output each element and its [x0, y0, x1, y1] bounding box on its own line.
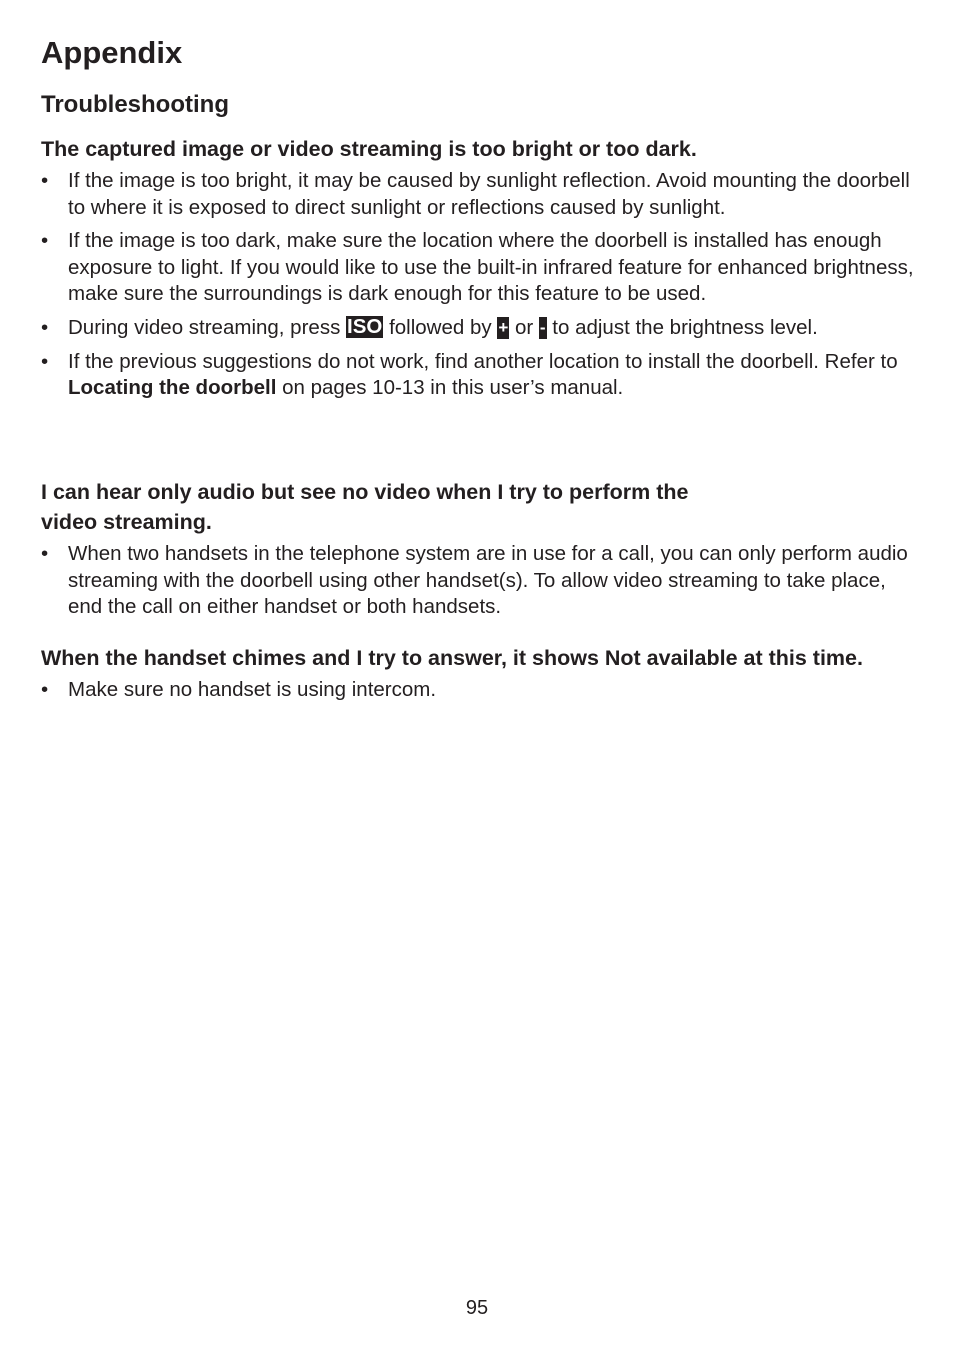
- list-item: [41, 349, 921, 402]
- plus-key-icon: +: [498, 317, 509, 337]
- bullet-text: Make sure no handset is using intercom.: [68, 678, 437, 701]
- bullet-list: [41, 677, 921, 704]
- section-title: Troubleshooting: [41, 91, 229, 118]
- bullet-text: followed by: [389, 315, 492, 339]
- list-item: [41, 677, 921, 704]
- bullet-icon: •: [41, 542, 49, 565]
- bullet-icon: •: [41, 678, 49, 701]
- issue-heading: [41, 477, 921, 537]
- cross-reference-bold: Locating the doorbell: [68, 376, 277, 400]
- bullet-text: If the image is too dark, make sure the location where the doorbell is installed has enough exposure to light. If you would like to use the built-in infrared feature for enhanced brightness, make sure the surroundings is dark enough for this feature to be used.: [68, 229, 914, 306]
- list-item: [41, 315, 921, 342]
- bullet-text: on pages 10-13 in this user’s manual.: [282, 376, 624, 400]
- bullet-text: to adjust the brightness level.: [552, 315, 818, 339]
- bullet-icon: •: [41, 349, 49, 373]
- issue-heading: The captured image or video streaming is too bright or too dark.: [41, 137, 697, 161]
- bullet-list: [41, 541, 921, 621]
- bullet-text: If the image is too bright, it may be caused by sunlight reflection. Avoid mounting the doorbell to where it is exposed to direct sunlight or reflections caused by sunlight.: [68, 169, 910, 219]
- bullet-text: When two handsets in the telephone system are in use for a call, you can only perform audio streaming with the doorbell using other handset(s). To allow video streaming to take place, end the call on either handset or both handsets.: [68, 542, 908, 619]
- list-item: [41, 541, 921, 621]
- bullet-icon: •: [41, 169, 49, 192]
- minus-key-icon: -: [539, 317, 546, 337]
- bullet-list: [41, 168, 921, 402]
- issue-brightness: [41, 134, 921, 409]
- bullet-text: If the previous suggestions do not work, find another location to install the doorbell. Refer to: [68, 349, 898, 373]
- list-item: [41, 168, 921, 221]
- bullet-icon: •: [41, 229, 49, 253]
- bullet-icon: •: [41, 315, 49, 339]
- bullet-text: or: [514, 315, 534, 339]
- list-item: [41, 228, 921, 308]
- issue-heading-line: video streaming.: [41, 510, 212, 534]
- issue-heading: When the handset chimes and I try to answer, it shows Not available at this time.: [41, 646, 863, 670]
- bullet-text: During video streaming, press: [68, 315, 341, 339]
- iso-key-icon: ISO: [347, 314, 383, 338]
- page-number: 95: [465, 1297, 489, 1319]
- page-title: Appendix: [41, 35, 183, 70]
- issue-audio-only: [41, 477, 921, 628]
- issue-not-available: [41, 643, 921, 711]
- issue-heading-line: I can hear only audio but see no video when I try to perform the: [41, 480, 689, 504]
